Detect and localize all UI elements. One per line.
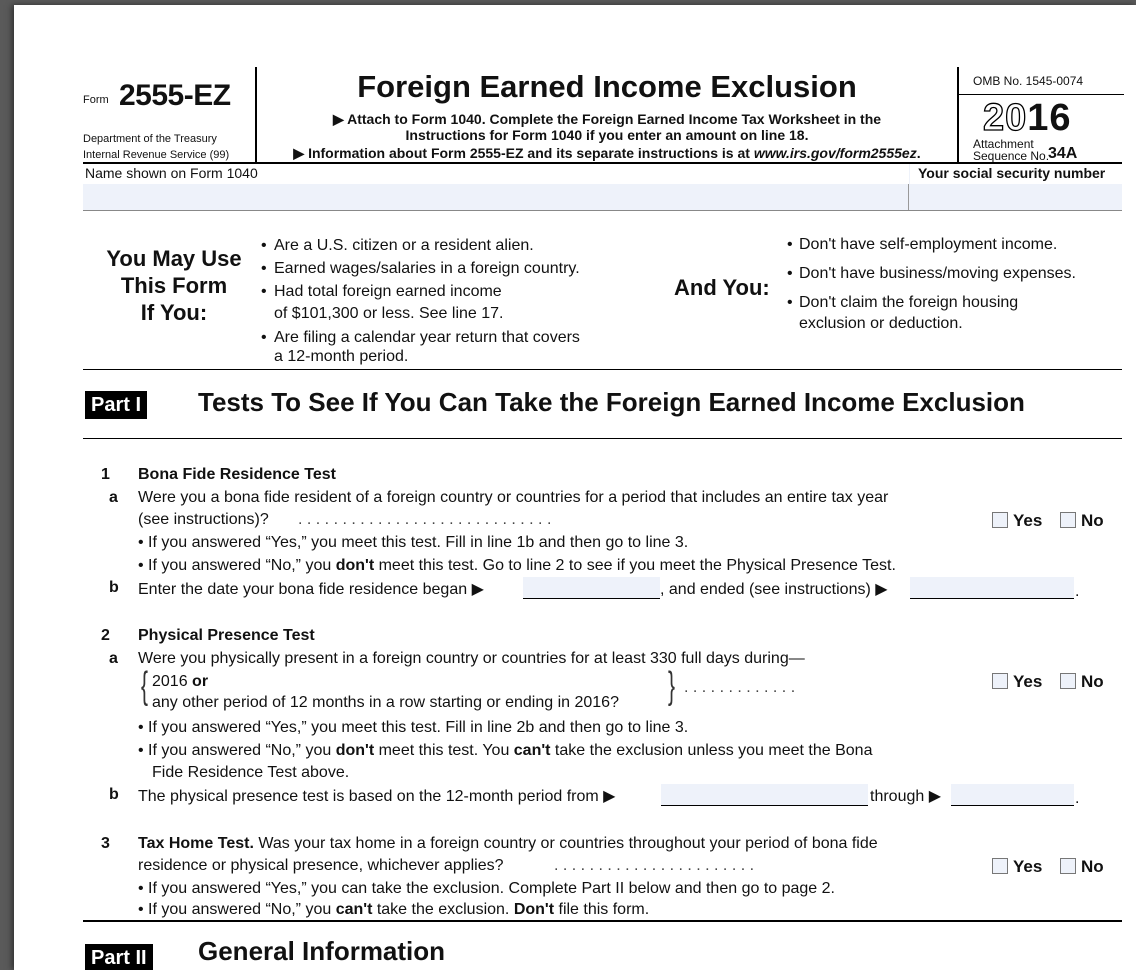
info-prefix: ▶ Information about Form 2555-EZ and its separate instructions is at <box>293 145 754 161</box>
line1a-letter: a <box>109 489 118 506</box>
list-item: • Don't claim the foreign housing exclusion or deduction. <box>787 294 1019 332</box>
attachment-label-line1: Attachment <box>973 137 1034 151</box>
list-item-text: exclusion or deduction. <box>799 315 963 332</box>
agency-name: Internal Revenue Service (99) <box>83 149 230 161</box>
name-divider <box>83 210 1122 211</box>
part2-title: General Information <box>198 936 446 966</box>
line1b-label: Enter the date your bona fide residence began ▶ <box>138 581 484 598</box>
period-from-input[interactable] <box>661 784 868 806</box>
text: • If you answered “No,” you <box>138 742 336 759</box>
residence-began-input[interactable] <box>523 577 660 599</box>
dot-leader: . . . . . . . . . . . . . . . . . . . . . . . . . . . . . <box>298 511 552 528</box>
part1-title: Tests To See If You Can Take the Foreign Earned Income Exclusion <box>198 387 1025 417</box>
attachment-label <box>973 138 1049 162</box>
title-block <box>257 67 957 162</box>
list-item-text: Earned wages/salaries in a foreign country. <box>274 260 580 277</box>
form-title: Foreign Earned Income Exclusion <box>357 69 857 104</box>
line2-bullet-no <box>138 742 872 760</box>
line1a-no-label: No <box>1081 511 1104 530</box>
list-item-text: Don't claim the foreign housing <box>799 294 1019 311</box>
line2-number: 2 <box>101 627 110 644</box>
line3-number: 3 <box>101 835 110 852</box>
text: take the exclusion. <box>372 901 514 918</box>
list-item-text: of $101,300 or less. See line 17. <box>274 305 504 322</box>
info-line <box>257 145 957 162</box>
line1b-letter: b <box>109 579 119 596</box>
line2a-no-label: No <box>1081 672 1104 691</box>
left-brace: { <box>141 665 148 707</box>
line1b-mid-label: , and ended (see instructions) ▶ <box>660 581 888 598</box>
line1a-no-checkbox[interactable] <box>1060 512 1076 528</box>
line2a-letter: a <box>109 650 118 667</box>
ssn-label: Your social security number <box>918 165 1106 181</box>
line2a-option2: any other period of 12 months in a row starting or ending in 2016? <box>152 694 619 711</box>
line1-bullet-yes: • If you answered “Yes,” you meet this test. Fill in line 1b and then go to line 3. <box>138 534 689 551</box>
line2b-mid-label: through ▶ <box>870 788 942 805</box>
tax-year <box>983 97 1072 140</box>
line2a-question: Were you physically present in a foreign country or countries for at least 330 full days during— <box>138 650 805 667</box>
form-id-block <box>83 67 257 162</box>
attach-instructions <box>257 111 957 143</box>
department-name: Department of the Treasury <box>83 133 217 145</box>
attachment-label-line2: Sequence No. <box>973 149 1050 163</box>
text-bold: don't <box>335 557 375 574</box>
line1-heading: Bona Fide Residence Test <box>138 466 336 483</box>
omb-block <box>957 67 1122 162</box>
attach-line-2: Instructions for Form 1040 if you enter an amount on line 18. <box>405 127 809 143</box>
heading-line: You May Use <box>106 246 242 271</box>
list-item: • Don't have business/moving expenses. <box>787 265 1076 282</box>
eligibility-left-heading <box>94 245 254 326</box>
text: meet this test. Go to line 2 to see if you meet the Physical Presence Test. <box>374 557 896 574</box>
line3-yes-checkbox[interactable] <box>992 858 1008 874</box>
info-url-link[interactable]: www.irs.gov/form2555ez <box>753 145 917 161</box>
name-label: Name shown on Form 1040 <box>85 165 262 181</box>
list-item-text: Don't have business/moving expenses. <box>799 265 1076 282</box>
line1-bullet-no <box>138 557 896 575</box>
period-through-input[interactable] <box>951 784 1074 806</box>
line3-heading: Tax Home Test. <box>138 835 254 852</box>
tax-year-solid: 16 <box>1027 97 1072 139</box>
info-suffix: . <box>916 145 921 161</box>
line1a-question: Were you a bona fide resident of a foreign country or countries for a period that includes an entire tax year <box>138 489 889 506</box>
text-bold: or <box>192 673 209 690</box>
line1a-yes-checkbox[interactable] <box>992 512 1008 528</box>
line3-bullet-yes: • If you answered “Yes,” you can take the exclusion. Complete Part II below and then go to page 2. <box>138 880 835 897</box>
line3-question-cont: residence or physical presence, whichever applies? <box>138 857 504 874</box>
residence-ended-input[interactable] <box>910 577 1074 599</box>
line1a-question-cont: (see instructions)? <box>138 511 269 528</box>
text-bold: can't <box>335 901 373 918</box>
text: Was your tax home in a foreign country or countries throughout your period of bona fide <box>253 835 878 852</box>
line3-no-checkbox[interactable] <box>1060 858 1076 874</box>
section-divider <box>83 438 1122 439</box>
form-number: 2555-EZ <box>119 79 231 112</box>
list-item: • Are filing a calendar year return that covers a 12-month period. <box>261 329 580 365</box>
heading-line: This Form <box>120 273 228 298</box>
line1-number: 1 <box>101 466 110 483</box>
list-item: • Earned wages/salaries in a foreign country. <box>261 260 580 277</box>
text: 2016 <box>152 673 193 690</box>
eligibility-right-heading: And You: <box>674 275 770 300</box>
part1-badge: Part I <box>85 391 147 419</box>
omb-divider <box>959 94 1124 95</box>
line2a-yes-checkbox[interactable] <box>992 673 1008 689</box>
list-item: • Are a U.S. citizen or a resident alien. <box>261 237 534 254</box>
text-bold: Don't <box>513 901 555 918</box>
line2-bullet-no-cont: Fide Residence Test above. <box>152 764 350 781</box>
list-item-text: Are filing a calendar year return that covers <box>274 329 580 346</box>
list-item-text: Don't have self-employment income. <box>799 236 1058 253</box>
text-bold: don't <box>335 742 375 759</box>
line2b-label: The physical presence test is based on the 12-month period from ▶ <box>138 788 616 805</box>
form-page <box>14 5 1136 970</box>
attach-line-1: ▶ Attach to Form 1040. Complete the Foreign Earned Income Tax Worksheet in the <box>332 111 882 127</box>
list-item-text: Had total foreign earned income <box>274 283 502 300</box>
line2a-no-checkbox[interactable] <box>1060 673 1076 689</box>
text: take the exclusion unless you meet the Bona <box>550 742 873 759</box>
text: meet this test. You <box>374 742 514 759</box>
line3-question <box>138 835 878 853</box>
tax-year-outline: 20 <box>983 97 1028 139</box>
text: • If you answered “No,” you <box>138 901 336 918</box>
dot-leader: . . . . . . . . . . . . . <box>684 679 796 696</box>
list-item-text: a 12-month period. <box>274 348 409 365</box>
part2-badge: Part II <box>85 944 153 970</box>
eligibility-right-list <box>787 234 1127 342</box>
line2-bullet-yes: • If you answered “Yes,” you meet this test. Fill in line 2b and then go to line 3. <box>138 719 689 736</box>
line2-heading: Physical Presence Test <box>138 627 315 644</box>
right-brace: } <box>668 665 675 707</box>
omb-number: OMB No. 1545-0074 <box>973 74 1084 88</box>
list-item: • Don't have self-employment income. <box>787 236 1058 253</box>
list-item-text: Are a U.S. citizen or a resident alien. <box>274 237 534 254</box>
line2b-letter: b <box>109 786 119 803</box>
list-item: • Had total foreign earned income of $101,300 or less. See line 17. <box>261 283 504 322</box>
text: file this form. <box>554 901 650 918</box>
eligibility-left-list <box>261 234 661 366</box>
text-bold: can't <box>513 742 551 759</box>
form-word: Form <box>83 94 109 106</box>
line3-bullet-no <box>138 901 649 919</box>
section-divider <box>83 369 1122 370</box>
text: • If you answered “No,” you <box>138 557 336 574</box>
line2b-end: . <box>1075 790 1080 807</box>
sequence-number: 34A <box>1048 145 1078 162</box>
line1b-end: . <box>1075 583 1080 600</box>
line1a-yes-label: Yes <box>1013 511 1043 530</box>
line2a-yes-label: Yes <box>1013 672 1043 691</box>
line3-no-label: No <box>1081 857 1104 876</box>
section-divider <box>83 920 1122 922</box>
dot-leader: . . . . . . . . . . . . . . . . . . . . . . . <box>554 857 755 874</box>
heading-line: If You: <box>140 300 208 325</box>
line2a-option1 <box>152 673 208 691</box>
line3-yes-label: Yes <box>1013 857 1043 876</box>
